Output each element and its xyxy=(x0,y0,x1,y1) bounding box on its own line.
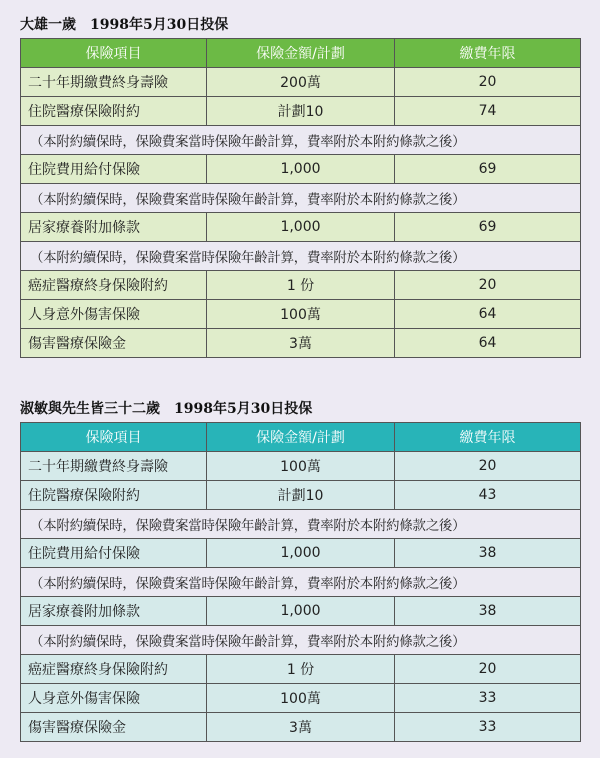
header-amount: 保險金額/計劃 xyxy=(207,423,395,452)
item-amount: 100萬 xyxy=(207,452,395,481)
item-years: 20 xyxy=(395,655,581,684)
table-row xyxy=(21,213,581,242)
table-title: 大雄一歲 1998年5月30日投保 xyxy=(20,17,229,33)
note-row xyxy=(21,242,581,271)
item-years: 38 xyxy=(395,539,581,568)
policy-block-shumin xyxy=(20,396,580,742)
table-row xyxy=(21,68,581,97)
item-name: 住院醫療保險附約 xyxy=(21,97,207,126)
item-years: 74 xyxy=(395,97,581,126)
table-row xyxy=(21,271,581,300)
item-amount: 100萬 xyxy=(207,684,395,713)
item-amount: 計劃10 xyxy=(207,97,395,126)
item-amount: 1 份 xyxy=(207,655,395,684)
table-header-row xyxy=(21,423,581,452)
item-name: 居家療養附加條款 xyxy=(21,597,207,626)
table-row xyxy=(21,452,581,481)
item-years: 64 xyxy=(395,300,581,329)
insurance-table xyxy=(20,422,581,742)
note-row xyxy=(21,126,581,155)
item-name: 傷害醫療保險金 xyxy=(21,713,207,742)
item-years: 20 xyxy=(395,68,581,97)
item-name: 傷害醫療保險金 xyxy=(21,329,207,358)
header-years: 繳費年限 xyxy=(395,39,581,68)
table-row xyxy=(21,97,581,126)
table-row xyxy=(21,597,581,626)
item-years: 33 xyxy=(395,713,581,742)
item-years: 20 xyxy=(395,452,581,481)
item-name: 住院醫療保險附約 xyxy=(21,481,207,510)
item-years: 69 xyxy=(395,213,581,242)
item-name: 癌症醫療終身保險附約 xyxy=(21,271,207,300)
note-row xyxy=(21,510,581,539)
item-amount: 1,000 xyxy=(207,597,395,626)
table-row xyxy=(21,155,581,184)
item-name: 二十年期繳費終身壽險 xyxy=(21,68,207,97)
renewal-note: （本附約續保時，保險費案當時保險年齡計算，費率附於本附約條款之後） xyxy=(21,184,581,213)
table-header-row xyxy=(21,39,581,68)
policy-block-daxiong xyxy=(20,12,580,358)
item-years: 20 xyxy=(395,271,581,300)
item-amount: 1,000 xyxy=(207,155,395,184)
header-item: 保險項目 xyxy=(21,39,207,68)
renewal-note: （本附約續保時，保險費案當時保險年齡計算，費率附於本附約條款之後） xyxy=(21,510,581,539)
item-amount: 200萬 xyxy=(207,68,395,97)
item-amount: 1,000 xyxy=(207,213,395,242)
item-amount: 計劃10 xyxy=(207,481,395,510)
item-name: 人身意外傷害保險 xyxy=(21,300,207,329)
item-name: 住院費用給付保險 xyxy=(21,155,207,184)
item-years: 33 xyxy=(395,684,581,713)
header-years: 繳費年限 xyxy=(395,423,581,452)
item-name: 居家療養附加條款 xyxy=(21,213,207,242)
renewal-note: （本附約續保時，保險費案當時保險年齡計算，費率附於本附約條款之後） xyxy=(21,568,581,597)
item-name: 癌症醫療終身保險附約 xyxy=(21,655,207,684)
table-row xyxy=(21,713,581,742)
table-row xyxy=(21,684,581,713)
item-years: 69 xyxy=(395,155,581,184)
header-item: 保險項目 xyxy=(21,423,207,452)
item-amount: 1 份 xyxy=(207,271,395,300)
item-years: 38 xyxy=(395,597,581,626)
item-name: 二十年期繳費終身壽險 xyxy=(21,452,207,481)
insurance-table xyxy=(20,38,581,358)
renewal-note: （本附約續保時，保險費案當時保險年齡計算，費率附於本附約條款之後） xyxy=(21,126,581,155)
item-name: 住院費用給付保險 xyxy=(21,539,207,568)
item-amount: 1,000 xyxy=(207,539,395,568)
renewal-note: （本附約續保時，保險費案當時保險年齡計算，費率附於本附約條款之後） xyxy=(21,242,581,271)
item-name: 人身意外傷害保險 xyxy=(21,684,207,713)
item-amount: 3萬 xyxy=(207,713,395,742)
table-row xyxy=(21,539,581,568)
note-row xyxy=(21,568,581,597)
note-row xyxy=(21,184,581,213)
renewal-note: （本附約續保時，保險費案當時保險年齡計算，費率附於本附約條款之後） xyxy=(21,626,581,655)
table-title: 淑敏與先生皆三十二歲 1998年5月30日投保 xyxy=(20,401,313,417)
item-amount: 3萬 xyxy=(207,329,395,358)
note-row xyxy=(21,626,581,655)
table-row xyxy=(21,329,581,358)
item-amount: 100萬 xyxy=(207,300,395,329)
table-row xyxy=(21,655,581,684)
table-row xyxy=(21,300,581,329)
table-row xyxy=(21,481,581,510)
header-amount: 保險金額/計劃 xyxy=(207,39,395,68)
item-years: 43 xyxy=(395,481,581,510)
item-years: 64 xyxy=(395,329,581,358)
